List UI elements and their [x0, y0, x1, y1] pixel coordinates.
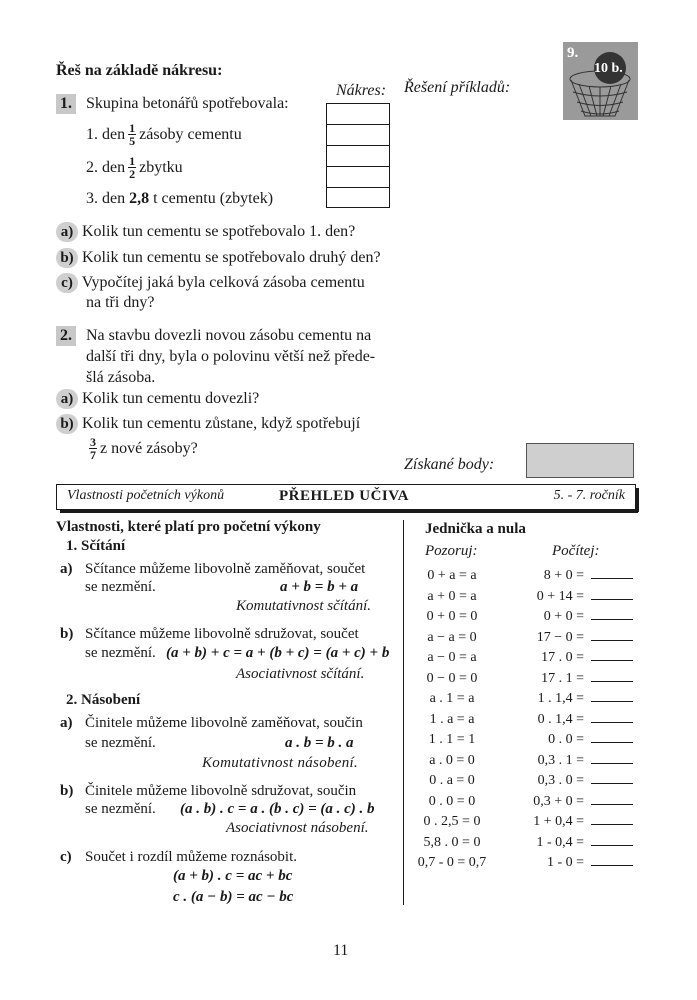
- review-bar-shadow: [60, 509, 638, 513]
- answer-blank[interactable]: [591, 833, 635, 854]
- oz-observe-row: a . 1 = a: [429, 691, 475, 706]
- props-title: Vlastnosti, které platí pro početní výkony: [56, 519, 321, 535]
- oz-observe-row: 0 + 0 = 0: [426, 609, 478, 624]
- points-label: Získané body:: [404, 456, 495, 473]
- answer-blank[interactable]: [591, 853, 635, 874]
- oz-compute-list: [494, 566, 584, 874]
- oz-observe-row: a . 0 = 0: [429, 752, 475, 768]
- answer-blank[interactable]: [591, 792, 635, 813]
- letter-c: c): [60, 849, 72, 865]
- sketch-box: [326, 103, 390, 208]
- task2-question-a: a) Kolik tun cementu dovezli?: [56, 389, 259, 409]
- oz-observe-row: 0 + a = a: [427, 568, 477, 583]
- props-s1b-name: Asociativnost sčítání.: [236, 666, 365, 682]
- letter-b: b): [60, 626, 74, 642]
- props-multiplication-heading: 2. Násobení: [66, 692, 141, 708]
- oz-observe-row: a − a = 0: [427, 629, 477, 645]
- solutions-label: Řešení příkladů:: [404, 79, 511, 96]
- oz-observe-row: 0 . 2,5 = 0: [423, 814, 481, 829]
- props-s1b-formula: (a + b) + c = a + (b + c) = (a + c) + b: [166, 645, 390, 661]
- props-s2a-line2: se nezmění.: [85, 735, 156, 751]
- oz-compute-row: 8 + 0 =: [543, 568, 584, 583]
- oz-compute-row: 0 . 0 =: [548, 732, 584, 747]
- points-box[interactable]: [526, 443, 634, 478]
- answer-blank[interactable]: [591, 771, 635, 792]
- letter-a: a): [60, 561, 73, 577]
- props-s2b-formula: (a . b) . c = a . (b . c) = (a . c) . b: [180, 801, 375, 817]
- task2-number: 2.: [56, 326, 76, 346]
- props-s1a-line1: Sčítance můžeme libovolně zaměňovat, součet: [85, 561, 366, 577]
- oz-compute-row: 1 - 0,4 =: [536, 834, 584, 850]
- oz-answer-blanks: [591, 566, 635, 874]
- review-left: Vlastnosti početních výkonů: [67, 488, 225, 503]
- task1-day3: 3. den 2,8 t cementu (zbytek): [86, 190, 274, 207]
- props-s1b-line2: se nezmění.: [85, 645, 156, 661]
- oz-observe-row: 0 . 0 = 0: [428, 793, 476, 809]
- props-s1a-name: Komutativnost sčítání.: [236, 598, 371, 614]
- task2-line1: Na stavbu dovezli novou zásobu cementu na: [86, 327, 372, 344]
- answer-blank[interactable]: [591, 669, 635, 690]
- answer-blank[interactable]: [591, 648, 635, 669]
- task1-question-c: c) Vypočítej jaká byla celková zásoba cementu: [56, 273, 365, 293]
- oz-compute-row: 17 − 0 =: [536, 629, 584, 645]
- oz-compute-row: 0,3 . 1 =: [537, 752, 584, 768]
- props-s2c-line1: Součet i rozdíl můžeme roznásobit.: [85, 849, 298, 865]
- sketch-label: Nákres:: [336, 82, 387, 99]
- oz-observe-row: 0,7 - 0 = 0,7: [417, 855, 487, 870]
- letter-b: b): [60, 783, 74, 799]
- section-heading: Řeš na základě nákresu:: [56, 62, 223, 79]
- answer-blank[interactable]: [591, 710, 635, 731]
- props-s2a-name: Komutativnost násobení.: [202, 755, 359, 771]
- props-s2c-formula1: (a + b) . c = ac + bc: [173, 868, 293, 884]
- answer-blank[interactable]: [591, 566, 635, 587]
- oz-compute-row: 0 + 0 =: [543, 609, 584, 624]
- answer-blank[interactable]: [591, 628, 635, 649]
- answer-blank[interactable]: [591, 689, 635, 710]
- oz-compute-row: 17 . 0 =: [541, 650, 584, 665]
- oz-observe-row: 0 . a = 0: [429, 773, 475, 788]
- task1-day2: 2. den $\frac{1}{2}$ zbytku: [86, 154, 183, 181]
- task2-question-b-cont: $\frac{3}{7}$ z nové zásoby?: [90, 435, 198, 462]
- props-addition-heading: 1. Sčítání: [66, 538, 126, 554]
- badge-points: 10 b.: [594, 61, 623, 76]
- oz-compute-row: 1 - 0 =: [546, 855, 584, 870]
- oz-observe-heading: Pozoruj:: [425, 543, 478, 559]
- task2-question-b: b) Kolik tun cementu zůstane, když spotřebují: [56, 414, 360, 434]
- oz-observe-row: a − 0 = a: [427, 650, 477, 665]
- column-divider: [403, 520, 404, 905]
- oz-observe-row: 1 . a = a: [429, 711, 475, 727]
- oz-compute-row: 0,3 . 0 =: [537, 773, 584, 788]
- review-bar-shadow-side: [635, 488, 639, 512]
- oz-observe-list: [412, 566, 492, 874]
- task1-day1: 1. den $\frac{1}{5}$ zásoby cementu: [86, 121, 242, 148]
- review-title: PŘEHLED UČIVA: [279, 488, 409, 504]
- answer-blank[interactable]: [591, 751, 635, 772]
- oz-observe-row: 1 . 1 = 1: [428, 732, 476, 747]
- task1-intro: Skupina betonářů spotřebovala:: [86, 95, 289, 112]
- letter-a: a): [60, 715, 73, 731]
- props-s1a-formula: a + b = b + a: [280, 579, 359, 595]
- review-right: 5. - 7. ročník: [553, 488, 625, 503]
- props-s2b-name: Asociativnost násobení.: [226, 820, 369, 836]
- props-s2b-line1: Činitele můžeme libovolně sdružovat, součin: [85, 783, 357, 799]
- oz-compute-row: 1 + 0,4 =: [533, 814, 584, 829]
- fraction-3-7: $\frac{3}{7}$: [90, 435, 96, 462]
- props-s2b-line2: se nezmění.: [85, 801, 156, 817]
- oz-compute-row: 1 . 1,4 =: [537, 691, 584, 706]
- oz-compute-row: 0 + 14 =: [536, 588, 584, 604]
- oz-compute-row: 0,3 + 0 =: [533, 793, 584, 809]
- task2-line2: další tři dny, byla o polovinu větší než přede-: [86, 348, 376, 365]
- oz-observe-row: a + 0 = a: [427, 588, 477, 604]
- props-s2a-formula: a . b = b . a: [285, 735, 354, 751]
- oz-observe-row: 5,8 . 0 = 0: [423, 834, 481, 850]
- fraction-1-5: $\frac{1}{5}$: [129, 121, 136, 148]
- page-number: 11: [333, 942, 349, 959]
- review-bar: [56, 484, 636, 510]
- props-s2c-formula2: c . (a − b) = ac − bc: [173, 889, 294, 905]
- answer-blank[interactable]: [591, 730, 635, 751]
- props-s1b-line1: Sčítance můžeme libovolně sdružovat, součet: [85, 626, 359, 642]
- task1-question-b: b) Kolik tun cementu se spotřebovalo druhý den?: [56, 248, 381, 268]
- oz-compute-row: 17 . 1 =: [541, 670, 584, 686]
- fraction-1-2: $\frac{1}{2}$: [129, 154, 136, 181]
- task1-number: 1.: [56, 94, 76, 114]
- props-s1a-line2: se nezmění.: [85, 579, 156, 595]
- badge-number: 9.: [567, 45, 579, 61]
- answer-blank[interactable]: [591, 587, 635, 608]
- oz-title: Jednička a nula: [425, 521, 526, 537]
- answer-blank[interactable]: [591, 812, 635, 833]
- task2-line3: šlá zásoba.: [86, 369, 156, 386]
- task1-question-a: a) Kolik tun cementu se spotřebovalo 1. den?: [56, 222, 355, 242]
- answer-blank[interactable]: [591, 607, 635, 628]
- props-s2a-line1: Činitele můžeme libovolně zaměňovat, součin: [85, 715, 363, 731]
- task1-question-c-cont: na tři dny?: [86, 294, 155, 311]
- oz-compute-row: 0 . 1,4 =: [537, 711, 584, 727]
- oz-compute-heading: Počítej:: [552, 543, 600, 559]
- oz-observe-row: 0 − 0 = 0: [426, 670, 478, 686]
